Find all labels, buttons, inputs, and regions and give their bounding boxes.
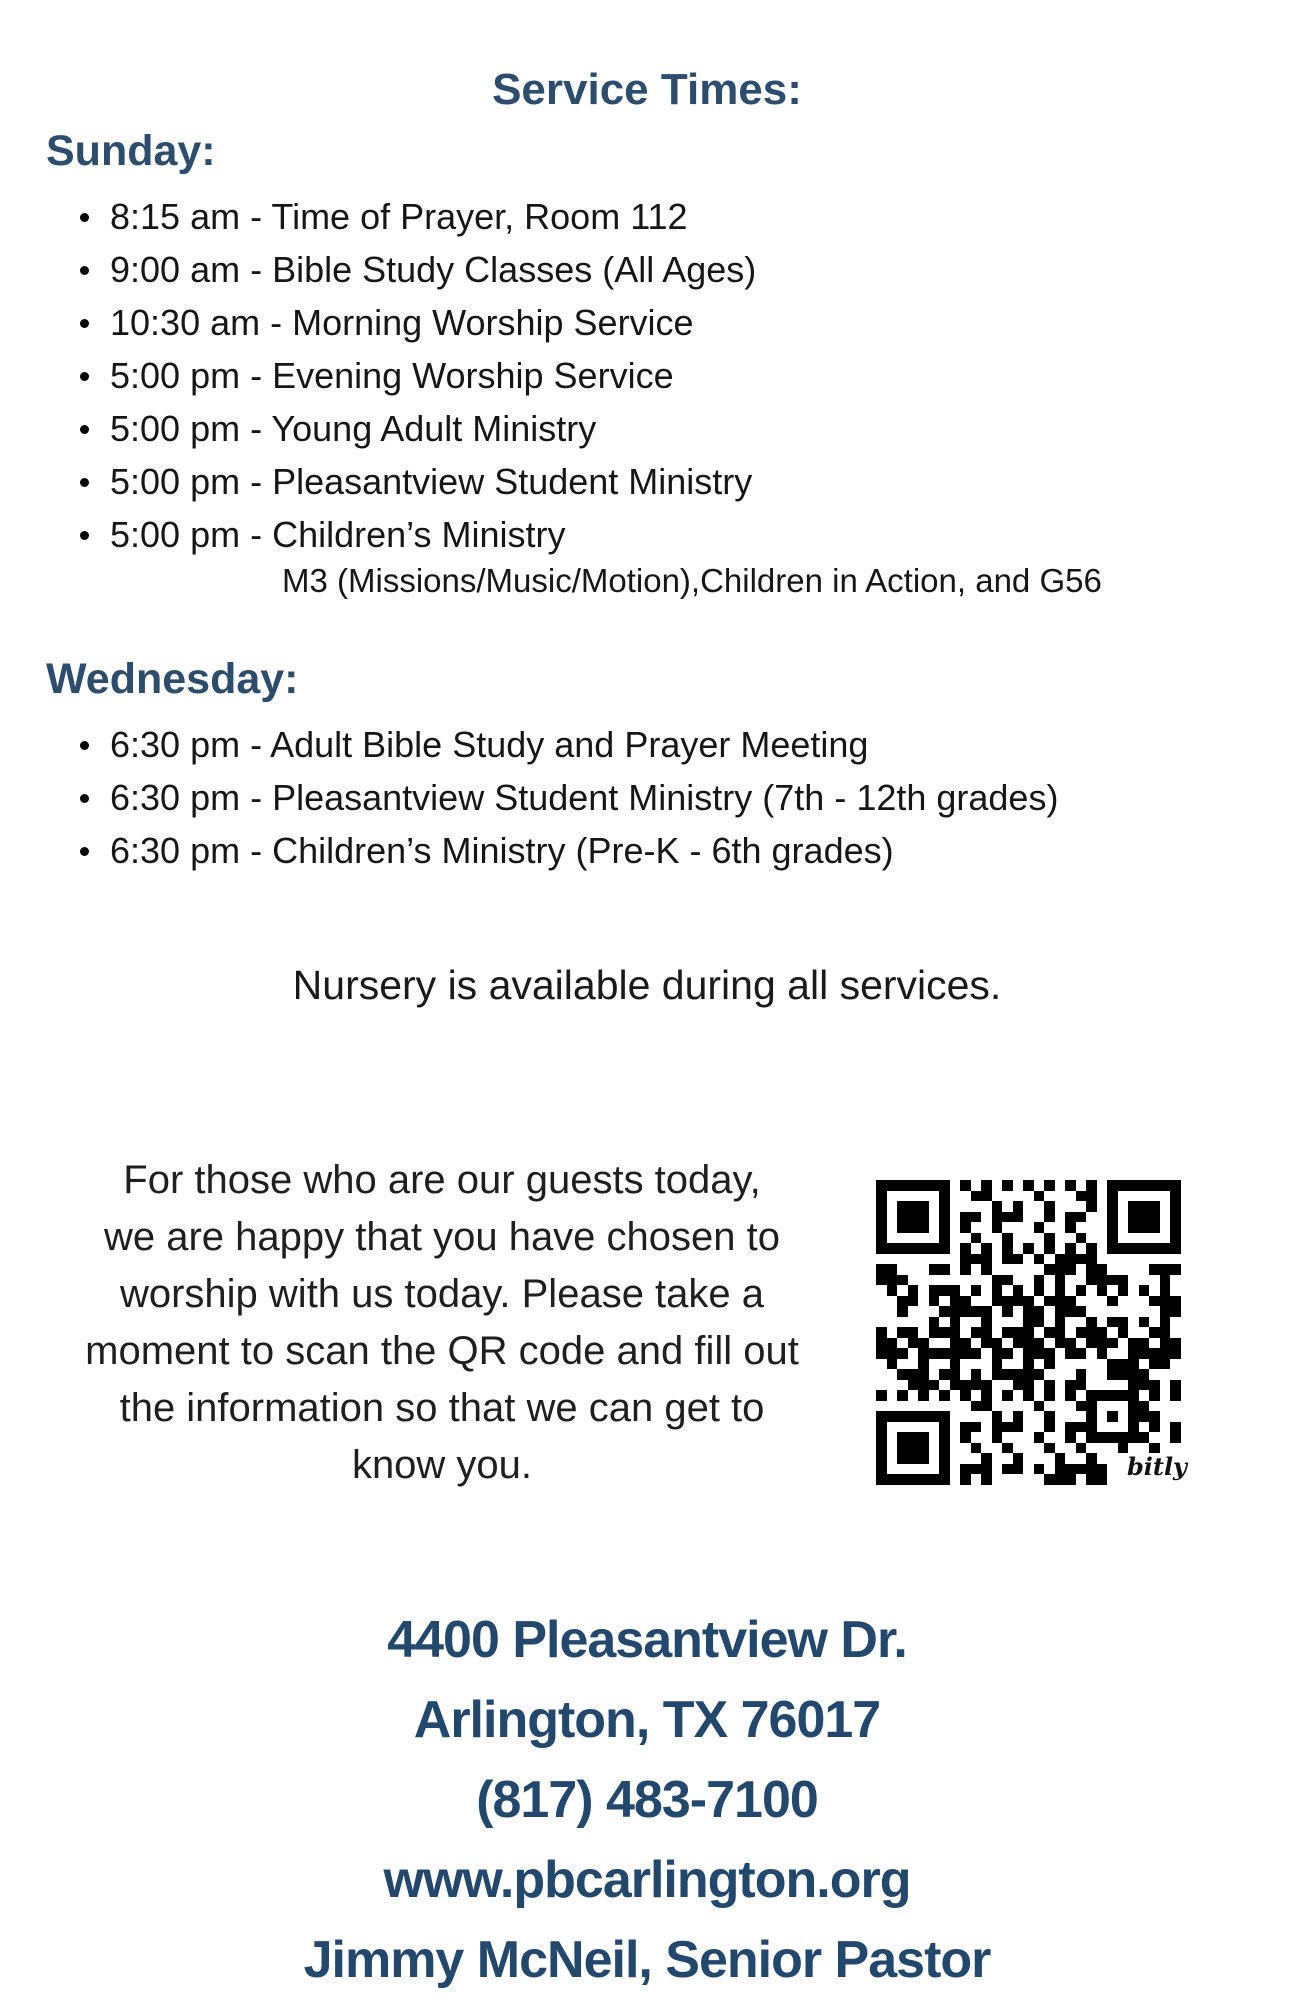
- section-heading-wednesday: Wednesday:: [46, 655, 299, 703]
- address-street: 4400 Pleasantview Dr.: [387, 1611, 907, 1669]
- list-item: know you.: [351, 1443, 533, 1487]
- list-item: For those who are our guests today,: [123, 1158, 761, 1202]
- list-item: 5:00 pm - Evening Worship Service: [48, 349, 756, 402]
- phone-number: (817) 483-7100: [476, 1771, 818, 1829]
- list-item: we are happy that you have chosen to: [103, 1215, 780, 1259]
- section-heading-sunday: Sunday:: [46, 127, 216, 175]
- website-url: www.pbcarlington.org: [383, 1851, 911, 1909]
- list-item: 5:00 pm - Young Adult Ministry: [48, 402, 756, 455]
- list-item: the information so that we can get to: [119, 1386, 765, 1430]
- bitly-logo: bitly: [1126, 1452, 1187, 1481]
- list-item: 6:30 pm - Adult Bible Study and Prayer Meeting: [48, 718, 1058, 771]
- qr-code-grid: [876, 1180, 1181, 1485]
- page-title: Service Times:: [492, 65, 802, 114]
- list-item: 8:15 am - Time of Prayer, Room 112: [48, 190, 756, 243]
- list-item: worship with us today. Please take a: [119, 1272, 765, 1316]
- address-city: Arlington, TX 76017: [413, 1691, 881, 1749]
- schedule-list-sunday: [48, 190, 756, 561]
- list-item: moment to scan the QR code and fill out: [85, 1329, 799, 1373]
- footer-contact-block: [0, 1600, 1294, 2000]
- list-item: 5:00 pm - Pleasantview Student Ministry: [48, 455, 756, 508]
- qr-code: [876, 1180, 1187, 1485]
- guest-message: [18, 1152, 866, 1494]
- schedule-note-m3: M3 (Missions/Music/Motion),Children in Action, and G56: [282, 562, 1102, 599]
- list-item: 6:30 pm - Children’s Ministry (Pre-K - 6th grades): [48, 824, 1058, 877]
- nursery-note: Nursery is available during all services.: [292, 962, 1002, 1008]
- list-item: 9:00 am - Bible Study Classes (All Ages): [48, 243, 756, 296]
- list-item: 5:00 pm - Children’s Ministry: [48, 508, 756, 561]
- list-item: 10:30 am - Morning Worship Service: [48, 296, 756, 349]
- schedule-list-wednesday: [48, 718, 1058, 877]
- pastor-name: Jimmy McNeil, Senior Pastor: [303, 1931, 991, 1989]
- list-item: 6:30 pm - Pleasantview Student Ministry (7th - 12th grades): [48, 771, 1058, 824]
